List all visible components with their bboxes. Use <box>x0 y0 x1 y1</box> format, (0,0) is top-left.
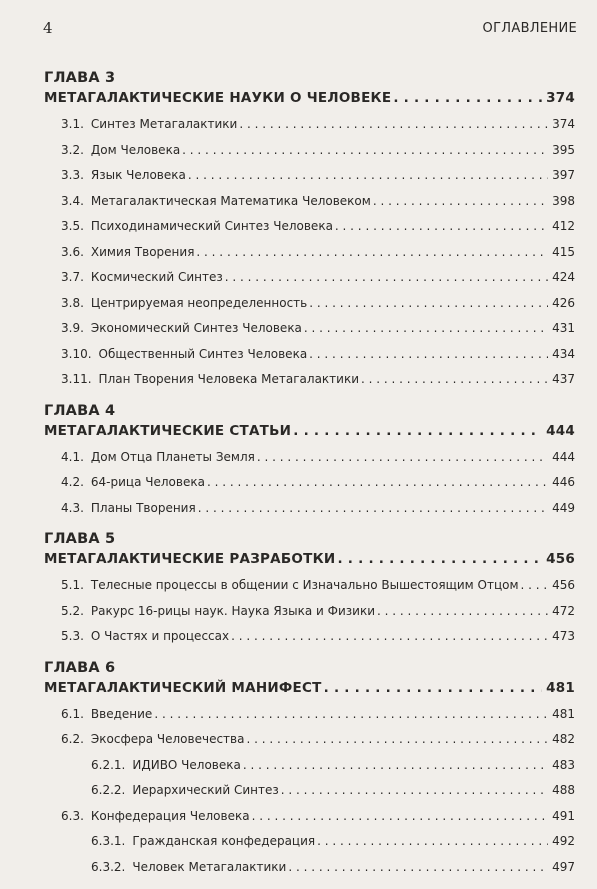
dot-leader <box>309 342 548 368</box>
toc-entry[interactable] <box>44 265 575 291</box>
section-title: О Частях и процессах <box>90 629 230 643</box>
toc-entry[interactable] <box>44 189 575 215</box>
toc-entry[interactable] <box>44 367 575 393</box>
section-page-ref: 426 <box>552 295 575 310</box>
toc-entry[interactable] <box>44 316 575 342</box>
section-page-ref: 444 <box>552 449 575 464</box>
section-number: 3.8. <box>61 295 84 310</box>
toc-entry[interactable] <box>44 291 575 317</box>
running-title: ОГЛАВЛЕНИЕ <box>482 21 577 36</box>
section-title: Дом Отца Планеты Земля <box>90 449 255 464</box>
toc-chapter <box>44 402 575 522</box>
dot-leader <box>225 265 548 291</box>
section-title: Человек Метагалактики <box>132 859 287 874</box>
section-number: 3.11. <box>61 372 92 386</box>
chapter-label: ГЛАВА 3 <box>44 70 116 86</box>
chapter-page-ref: 374 <box>546 90 575 106</box>
section-title: Иерархический Синтез <box>132 783 279 797</box>
chapter-page-ref: 481 <box>546 679 575 696</box>
section-number: 3.7. <box>61 270 84 284</box>
toc-entry[interactable] <box>44 855 575 881</box>
dot-leader <box>246 727 548 753</box>
toc-entry[interactable] <box>44 753 575 779</box>
section-number: 6.2.2. <box>91 783 126 797</box>
toc-entry[interactable] <box>44 496 575 522</box>
chapter-title-entry[interactable] <box>44 548 575 570</box>
section-number: 3.10. <box>61 346 92 361</box>
chapter-title: МЕТАГАЛАКТИЧЕСКИЕ СТАТЬИ <box>44 422 292 439</box>
section-number: 6.3. <box>61 808 84 823</box>
section-title: Химия Творения <box>90 244 195 259</box>
dot-leader <box>335 214 548 240</box>
toc-entry[interactable] <box>44 573 575 599</box>
toc-entry[interactable] <box>44 599 575 625</box>
dot-leader <box>243 753 548 779</box>
section-page-ref: 434 <box>552 346 575 361</box>
toc-entry[interactable] <box>44 804 575 830</box>
dot-leader <box>361 367 548 393</box>
chapter-title: МЕТАГАЛАКТИЧЕСКИЕ РАЗРАБОТКИ <box>44 551 336 567</box>
dot-leader <box>324 677 542 699</box>
section-page-ref: 491 <box>552 808 575 823</box>
section-page-ref: 488 <box>552 783 575 797</box>
table-of-contents <box>44 69 575 889</box>
dot-leader <box>393 87 542 109</box>
toc-entry[interactable] <box>44 342 575 368</box>
section-page-ref: 415 <box>552 244 575 259</box>
section-title: План Творения Человека Метагалактики <box>98 372 360 386</box>
toc-entry[interactable] <box>44 240 575 266</box>
section-number: 6.2.1. <box>91 757 126 772</box>
dot-leader <box>154 702 548 728</box>
section-page-ref: 431 <box>552 321 575 335</box>
section-page-ref: 497 <box>552 859 575 874</box>
toc-entry[interactable] <box>44 702 575 728</box>
section-title: Синтез Метагалактики <box>90 117 238 131</box>
section-page-ref: 412 <box>552 219 575 233</box>
chapter-label: ГЛАВА 4 <box>44 402 116 419</box>
section-page-ref: 395 <box>552 142 575 157</box>
dot-leader <box>304 316 548 342</box>
dot-leader <box>377 599 548 625</box>
section-page-ref: 473 <box>552 629 575 643</box>
section-number: 4.3. <box>61 500 84 515</box>
toc-entry[interactable] <box>44 163 575 189</box>
section-number: 3.1. <box>61 117 84 131</box>
section-title: Введение <box>90 706 153 721</box>
dot-leader <box>182 138 548 164</box>
section-number: 6.3.1. <box>91 834 126 848</box>
section-number: 6.2. <box>61 732 84 746</box>
section-title: Ракурс 16-рицы наук. Наука Языка и Физики <box>90 603 375 618</box>
toc-entry[interactable] <box>44 727 575 753</box>
chapter-page-ref: 444 <box>546 422 575 439</box>
section-number: 4.1. <box>61 449 84 464</box>
toc-entry[interactable] <box>44 214 575 240</box>
toc-chapter <box>44 659 575 881</box>
dot-leader <box>373 189 548 215</box>
section-number: 3.3. <box>61 168 84 182</box>
section-title: Конфедерация Человека <box>90 808 250 823</box>
dot-leader <box>521 573 549 599</box>
dot-leader <box>198 496 548 522</box>
section-title: Телесные процессы в общении с Изначально Вышестоящим Отцом <box>90 578 519 592</box>
section-number: 3.5. <box>61 219 84 233</box>
chapter-label: ГЛАВА 5 <box>44 531 116 547</box>
section-page-ref: 424 <box>552 270 575 284</box>
dot-leader <box>207 470 548 496</box>
section-page-ref: 437 <box>552 372 575 386</box>
section-page-ref: 481 <box>552 706 575 721</box>
toc-entry[interactable] <box>44 624 575 650</box>
section-page-ref: 492 <box>552 834 575 848</box>
section-number: 3.9. <box>61 321 84 335</box>
chapter-title: МЕТАГАЛАКТИЧЕСКИЙ МАНИФЕСТ <box>44 679 322 696</box>
dot-leader <box>337 548 542 570</box>
dot-leader <box>252 804 549 830</box>
toc-chapter <box>44 69 575 393</box>
section-number: 3.2. <box>61 142 84 157</box>
section-title: Космический Синтез <box>90 270 223 284</box>
dot-leader <box>293 420 542 442</box>
chapter-title-entry[interactable] <box>44 677 575 699</box>
section-title: Язык Человека <box>90 168 186 182</box>
section-number: 6.1. <box>61 706 84 721</box>
section-title: Гражданская конфедерация <box>132 834 316 848</box>
dot-leader <box>257 445 548 471</box>
section-title: 64-рица Человека <box>90 475 205 489</box>
section-number: 6.3.2. <box>91 859 126 874</box>
section-title: Экосфера Человечества <box>90 732 245 746</box>
section-number: 5.2. <box>61 603 84 618</box>
section-page-ref: 374 <box>552 117 575 131</box>
section-title: Центрируемая неопределенность <box>90 295 308 310</box>
section-page-ref: 472 <box>552 603 575 618</box>
section-title: Экономический Синтез Человека <box>90 321 302 335</box>
dot-leader <box>239 112 548 138</box>
section-number: 3.6. <box>61 244 84 259</box>
toc-entry[interactable] <box>44 138 575 164</box>
section-page-ref: 449 <box>552 500 575 515</box>
dot-leader <box>231 624 548 650</box>
dot-leader <box>196 240 548 266</box>
section-title: ИДИВО Человека <box>132 757 241 772</box>
chapter-title: МЕТАГАЛАКТИЧЕСКИЕ НАУКИ О ЧЕЛОВЕКЕ <box>44 90 392 106</box>
section-number: 5.1. <box>61 578 84 592</box>
section-page-ref: 446 <box>552 475 575 489</box>
toc-entry[interactable] <box>44 112 575 138</box>
section-title: Метагалактическая Математика Человеком <box>90 193 371 208</box>
section-title: Общественный Синтез Человека <box>98 346 308 361</box>
section-number: 4.2. <box>61 475 84 489</box>
section-page-ref: 398 <box>552 193 575 208</box>
section-page-ref: 397 <box>552 168 575 182</box>
toc-entry[interactable] <box>44 445 575 471</box>
section-page-ref: 483 <box>552 757 575 772</box>
chapter-title-entry[interactable] <box>44 420 575 442</box>
section-title: Планы Творения <box>90 500 196 515</box>
chapter-page-ref: 456 <box>546 551 575 567</box>
section-page-ref: 456 <box>552 578 575 592</box>
toc-chapter <box>44 530 575 650</box>
section-page-ref: 482 <box>552 732 575 746</box>
toc-entry[interactable] <box>44 829 575 855</box>
dot-leader <box>188 163 548 189</box>
dot-leader <box>317 829 548 855</box>
section-title: Психодинамический Синтез Человека <box>90 219 333 233</box>
page-number: 4 <box>43 19 53 37</box>
toc-entry[interactable] <box>44 778 575 804</box>
section-number: 3.4. <box>61 193 84 208</box>
chapter-title-entry[interactable] <box>44 87 575 109</box>
dot-leader <box>309 291 548 317</box>
dot-leader <box>281 778 548 804</box>
toc-entry[interactable] <box>44 470 575 496</box>
section-number: 5.3. <box>61 629 84 643</box>
chapter-label: ГЛАВА 6 <box>44 659 116 676</box>
dot-leader <box>288 855 548 881</box>
section-title: Дом Человека <box>90 142 181 157</box>
